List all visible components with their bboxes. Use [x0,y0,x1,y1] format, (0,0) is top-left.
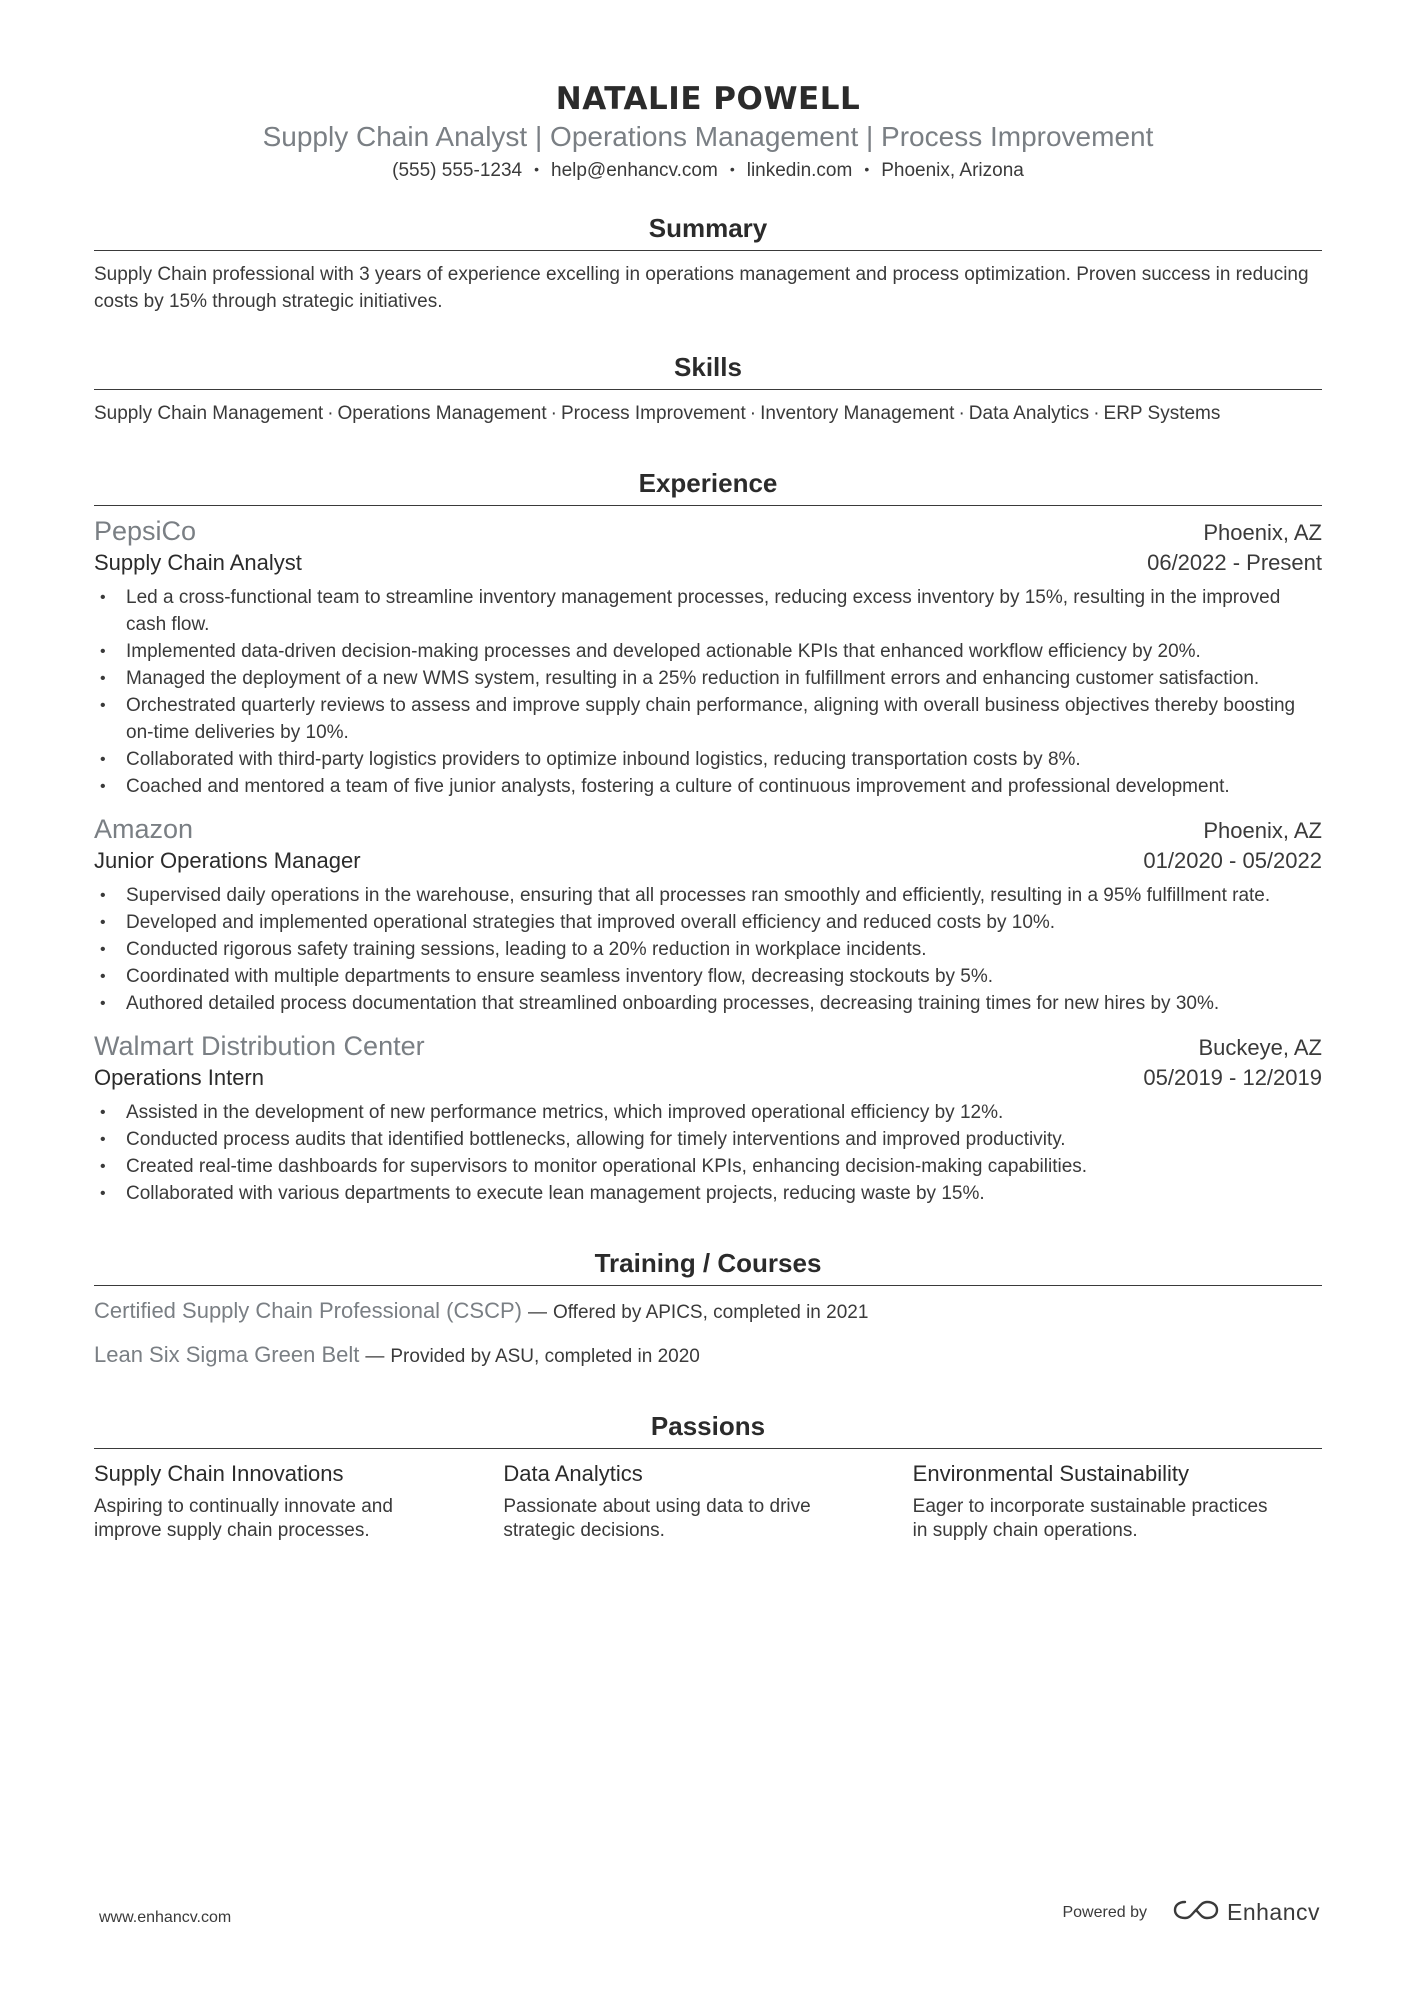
job-title: Operations Intern [94,1065,264,1090]
job-bullet: • Authored detailed process documentation that streamlined onboarding processes, decreasing training times for new hires by 30%. [94,990,1322,1017]
job-bullet: • Coached and mentored a team of five junior analysts, fostering a culture of continuous improvement and professional development. [94,773,1322,800]
course-dash: — [365,1346,385,1367]
experience-entry [94,1029,1322,1207]
enhancv-logo-icon [1173,1898,1219,1927]
job-bullet: • Collaborated with third-party logistics providers to optimize inbound logistics, reducing transportation costs by 8%. [94,746,1322,773]
candidate-headline: Supply Chain Analyst | Operations Management | Process Improvement [262,121,1154,152]
passion-item [94,1459,503,1543]
training-list [94,1296,1322,1372]
separator-dot: • [729,161,735,177]
course-detail: Offered by APICS, completed in 2021 [552,1302,869,1323]
skill-separator: · [327,403,334,424]
skills-section [94,351,1322,427]
section-title-skills: Skills [94,351,1322,390]
job-title: Supply Chain Analyst [94,550,302,575]
experience-entry [94,514,1322,800]
job-dates: 05/2019 - 12/2019 [1143,1065,1322,1090]
job-bullet: • Developed and implemented operational strategies that improved overall efficiency and reduced costs by 10%. [94,909,1322,936]
skill-separator: · [1093,403,1100,424]
job-bullets [94,584,1322,800]
course-name: Lean Six Sigma Green Belt [94,1342,360,1367]
course-dash: — [527,1302,547,1323]
job-bullet: • Supervised daily operations in the warehouse, ensuring that all processes ran smoothly and efficiently, resulting in a 95% fulfillment rate. [94,882,1322,909]
contact-phone[interactable]: (555) 555-1234 [392,160,523,181]
job-dates: 06/2022 - Present [1147,550,1322,575]
separator-dot: • [864,161,870,177]
passion-description: Passionate about using data to drive strategic decisions. [503,1496,811,1541]
passion-description: Eager to incorporate sustainable practices in supply chain operations. [912,1496,1268,1541]
passion-item [913,1459,1322,1543]
job-bullet: • Coordinated with multiple departments to ensure seamless inventory flow, decreasing stockouts by 5%. [94,963,1322,990]
resume-header [94,80,1322,184]
section-title-summary: Summary [94,212,1322,251]
experience-list [94,514,1322,1207]
section-title-training: Training / Courses [94,1247,1322,1286]
course-entry [94,1340,1322,1372]
footer-website-link[interactable]: www.enhancv.com [99,1909,232,1926]
job-bullet: • Conducted rigorous safety training sessions, leading to a 20% reduction in workplace incidents. [94,936,1322,963]
experience-section [94,467,1322,1207]
passion-title: Environmental Sustainability [912,1461,1190,1486]
job-bullet: • Conducted process audits that identified bottlenecks, allowing for timely interventions and improved productivity. [94,1126,1322,1153]
passions-list [94,1459,1322,1543]
contact-email[interactable]: help@enhancv.com [551,160,718,181]
job-bullet: • Created real-time dashboards for supervisors to monitor operational KPIs, enhancing decision-making capabilities. [94,1153,1322,1180]
course-name: Certified Supply Chain Professional (CSCP) [94,1298,522,1323]
job-location: Phoenix, AZ [1203,818,1322,843]
contact-location: Phoenix, Arizona [881,160,1024,181]
skill-item: Data Analytics [968,403,1090,424]
passion-description: Aspiring to continually innovate and improve supply chain processes. [94,1496,393,1541]
experience-entry [94,812,1322,1017]
skill-separator: · [550,403,557,424]
job-bullet: • Led a cross-functional team to streamline inventory management processes, reducing excess inventory by 15%, resulting in the improved cash flow. [94,584,1322,638]
course-detail: Provided by ASU, completed in 2020 [390,1346,700,1367]
company-name: Amazon [94,814,194,844]
passions-section [94,1410,1322,1543]
passion-title: Supply Chain Innovations [94,1461,344,1486]
skill-item: Process Improvement [560,403,746,424]
job-bullet: • Implemented data-driven decision-making processes and developed actionable KPIs that enhanced workflow efficiency by 20%. [94,638,1322,665]
skill-separator: · [958,403,965,424]
passion-item [503,1459,912,1543]
skills-list [94,400,1322,427]
section-title-passions: Passions [94,1410,1322,1449]
candidate-name: NATALIE POWELL [555,81,861,117]
contact-linkedin[interactable]: linkedin.com [746,160,853,181]
company-name: Walmart Distribution Center [94,1031,425,1061]
summary-section [94,212,1322,315]
separator-dot: • [534,161,539,177]
job-location: Phoenix, AZ [1203,520,1322,545]
summary-text: Supply Chain professional with 3 years of experience excelling in operations management and process optimization. Proven success in reducing costs by 15% through strategic initiatives. [94,264,1309,312]
skill-separator: · [749,403,757,424]
skill-item: ERP Systems [1103,403,1221,424]
job-bullet: • Managed the deployment of a new WMS system, resulting in a 25% reduction in fulfillment errors and enhancing customer satisfaction. [94,665,1322,692]
contact-line [94,158,1322,184]
job-bullet: • Assisted in the development of new performance metrics, which improved operational efficiency by 12%. [94,1099,1322,1126]
job-dates: 01/2020 - 05/2022 [1143,848,1322,873]
enhancv-brand-name: Enhancv [1226,1899,1320,1925]
powered-by-label: Powered by [1062,1903,1147,1921]
job-title: Junior Operations Manager [94,848,361,873]
skill-item: Supply Chain Management [94,403,324,424]
job-bullet: • Orchestrated quarterly reviews to assess and improve supply chain performance, aligning with overall business objectives thereby boosting on-time deliveries by 10%. [94,692,1322,746]
resume-content [94,80,1322,1543]
skill-item: Inventory Management [760,403,955,424]
skill-item: Operations Management [337,403,547,424]
section-title-experience: Experience [94,467,1322,506]
job-bullets [94,1099,1322,1207]
job-bullets [94,882,1322,1017]
passion-title: Data Analytics [503,1461,643,1486]
job-location: Buckeye, AZ [1198,1035,1322,1060]
training-section [94,1247,1322,1372]
course-entry [94,1296,1322,1328]
company-name: PepsiCo [94,516,197,546]
footer-branding [1062,1898,1320,1927]
job-bullet: • Collaborated with various departments to execute lean management projects, reducing waste by 15%. [94,1180,1322,1207]
